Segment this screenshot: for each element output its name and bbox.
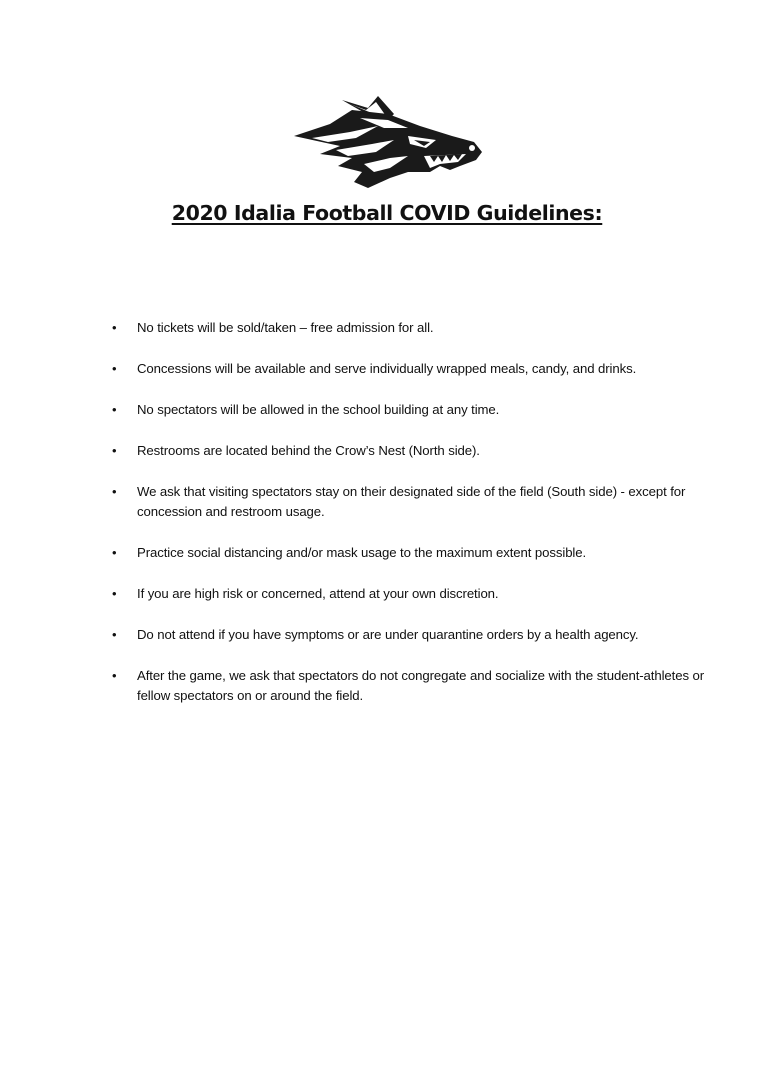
bullet-icon: • [112,402,117,417]
guideline-text: No tickets will be sold/taken – free admission for all. [137,320,434,335]
bullet-icon: • [112,443,117,458]
list-item [112,625,712,645]
guideline-text: Restrooms are located behind the Crow’s Nest (North side). [137,443,480,458]
guideline-text: Practice social distancing and/or mask usage to the maximum extent possible. [137,545,587,560]
list-item [112,482,712,522]
bullet-icon: • [112,627,117,642]
list-item [112,359,712,379]
list-item [112,543,712,563]
guideline-text: Do not attend if you have symptoms or are under quarantine orders by a health agency. [137,627,639,642]
list-item [112,400,712,420]
list-item [112,318,712,338]
guideline-text: We ask that visiting spectators stay on their designated side of the field (South side) - except for concession and restroom usage. [137,484,686,519]
guideline-text: Concessions will be available and serve individually wrapped meals, candy, and drinks. [137,361,637,376]
bullet-icon: • [112,484,117,499]
bullet-icon: • [112,320,117,335]
bullet-icon: • [112,668,117,683]
bullet-icon: • [112,586,117,601]
guideline-text: If you are high risk or concerned, attend at your own discretion. [137,586,499,601]
guideline-text: No spectators will be allowed in the school building at any time. [137,402,500,417]
bullet-icon: • [112,361,117,376]
page-title: 2020 Idalia Football COVID Guidelines: [171,201,603,225]
guideline-text: After the game, we ask that spectators do not congregate and socialize with the student-athletes or fellow spectators on or around the field. [137,668,705,703]
list-item [112,584,712,604]
guidelines-list [112,318,712,727]
wolf-head-icon [290,96,486,188]
list-item [112,666,712,706]
list-item [112,441,712,461]
bullet-icon: • [112,545,117,560]
